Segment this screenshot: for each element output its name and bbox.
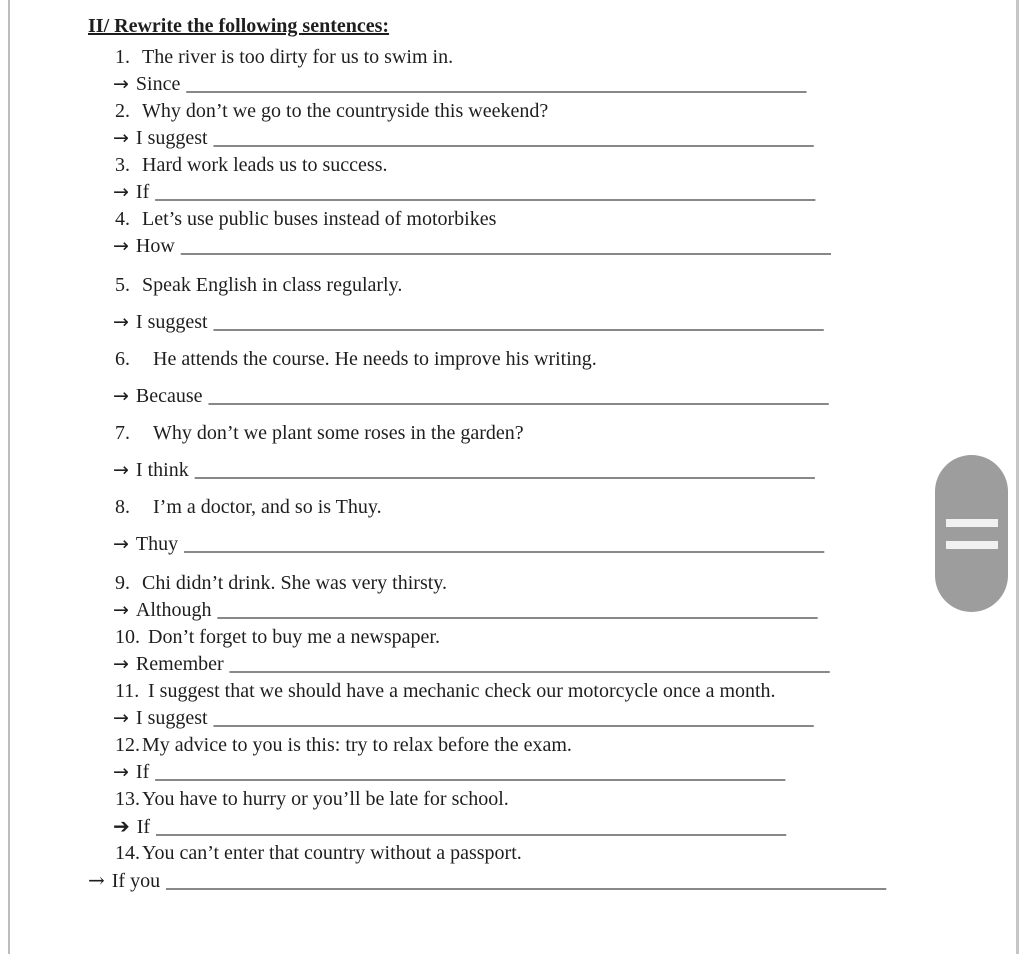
rewrite-prompt: Since [135,73,181,95]
rewrite-row [113,71,968,98]
rewrite-row [113,531,968,558]
blank-line: ______________________________________________________________ [186,73,807,95]
blank-line: _________________________________________________________________ [180,235,831,257]
right-arrow-icon: → [113,385,129,407]
exercise-sentence-row [115,346,968,373]
right-arrow-bold-icon: ➔ [113,814,130,838]
sentence-text: Speak English in class regularly. [142,274,403,296]
blank-line: _____________________________________________________________ [213,311,824,333]
rewrite-prompt: Remember [135,653,224,675]
right-arrow-icon: → [113,533,129,555]
worksheet-page [88,12,968,894]
rewrite-prompt: If you [111,870,161,892]
blank-line: ________________________________________________________________________ [166,870,887,892]
item-number: 8. [115,496,130,518]
rewrite-row [113,651,968,678]
blank-line: ____________________________________________________________ [213,127,814,149]
right-arrow-icon: → [113,311,129,333]
exercise-sentence-row [115,420,968,447]
rewrite-prompt: Because [135,385,203,407]
drag-handle[interactable] [935,455,1008,612]
exercise-sentence-row [115,98,968,125]
exercise-sentence-row [115,786,968,813]
rewrite-row [113,813,968,840]
item-number: 10. [115,626,140,648]
sentence-text: Why don’t we go to the countryside this weekend? [142,100,549,122]
blank-line: __________________________________________________________________ [155,181,816,203]
exercise-sentence-row [115,206,968,233]
item-number: 4. [115,208,130,230]
rewrite-prompt: If [135,761,150,783]
exercise-sentence-row [115,678,968,705]
sentence-text: You have to hurry or you’ll be late for school. [142,788,509,810]
right-arrow-icon: → [113,761,129,783]
exercise-sentence-row [115,624,968,651]
right-arrow-icon: → [113,707,129,729]
page-border-right [1016,0,1019,954]
item-number: 7. [115,422,130,444]
rewrite-prompt: I suggest [135,707,208,729]
rewrite-prompt: I suggest [135,311,208,333]
right-arrow-icon: → [113,459,129,481]
item-number: 1. [115,46,130,68]
rewrite-prompt: I think [135,459,189,481]
rewrite-row [113,383,968,410]
grip-lines-icon [946,541,998,549]
section-title: II/ Rewrite the following sentences: [88,15,390,37]
right-arrow-icon: → [113,653,129,675]
exercise-sentence-row [115,152,968,179]
right-arrow-thin-icon: → [88,868,105,892]
item-number: 12. [115,734,140,756]
rewrite-prompt: If [135,181,150,203]
page-border-left [8,0,10,954]
item-number: 6. [115,348,130,370]
item-number: 11. [115,680,140,702]
rewrite-row [113,759,968,786]
grip-lines-icon [946,519,998,527]
item-number: 2. [115,100,130,122]
sentence-text: I’m a doctor, and so is Thuy. [153,496,382,518]
sentence-text: I suggest that we should have a mechanic check our motorcycle once a month. [148,680,776,702]
sentence-text: Let’s use public buses instead of motorbikes [142,208,497,230]
right-arrow-icon: → [113,599,129,621]
rewrite-row [113,125,968,152]
exercise-sentence-row [115,840,968,867]
sentence-text: The river is too dirty for us to swim in. [142,46,454,68]
right-arrow-icon: → [113,181,129,203]
rewrite-row [113,705,968,732]
item-number: 14. [115,842,140,864]
item-number: 5. [115,274,130,296]
sentence-text: Hard work leads us to success. [142,154,388,176]
blank-line: _______________________________________________________________ [155,761,786,783]
item-number: 9. [115,572,130,594]
sentence-text: He attends the course. He needs to improve his writing. [153,348,597,370]
blank-line: ____________________________________________________________ [213,707,814,729]
blank-line: _______________________________________________________________ [156,816,787,838]
rewrite-row [113,309,968,336]
right-arrow-icon: → [113,127,129,149]
rewrite-prompt: How [135,235,175,257]
rewrite-prompt: Although [135,599,212,621]
exercise-sentence-row [115,272,968,299]
sentence-text: Why don’t we plant some roses in the garden? [153,422,524,444]
blank-line: ____________________________________________________________ [229,653,830,675]
rewrite-row [113,233,968,260]
right-arrow-icon: → [113,235,129,257]
rewrite-row [113,179,968,206]
blank-line: ________________________________________________________________ [184,533,825,555]
blank-line: ______________________________________________________________ [208,385,829,407]
blank-line: ______________________________________________________________ [194,459,815,481]
rewrite-row [113,597,968,624]
item-number: 13. [115,788,140,810]
right-arrow-icon: → [113,73,129,95]
sentence-text: My advice to you is this: try to relax before the exam. [142,734,572,756]
sentence-text: You can’t enter that country without a passport. [142,842,522,864]
rewrite-prompt: Thuy [135,533,179,555]
sentence-text: Don’t forget to buy me a newspaper. [148,626,440,648]
exercise-sentence-row [115,44,968,71]
sentence-text: Chi didn’t drink. She was very thirsty. [142,572,447,594]
rewrite-row [88,867,968,894]
rewrite-prompt: I suggest [135,127,208,149]
blank-line: ____________________________________________________________ [217,599,818,621]
rewrite-row [113,457,968,484]
item-number: 3. [115,154,130,176]
exercise-sentence-row [115,494,968,521]
exercise-sentence-row [115,732,968,759]
exercise-sentence-row [115,570,968,597]
rewrite-prompt: If [136,816,151,838]
